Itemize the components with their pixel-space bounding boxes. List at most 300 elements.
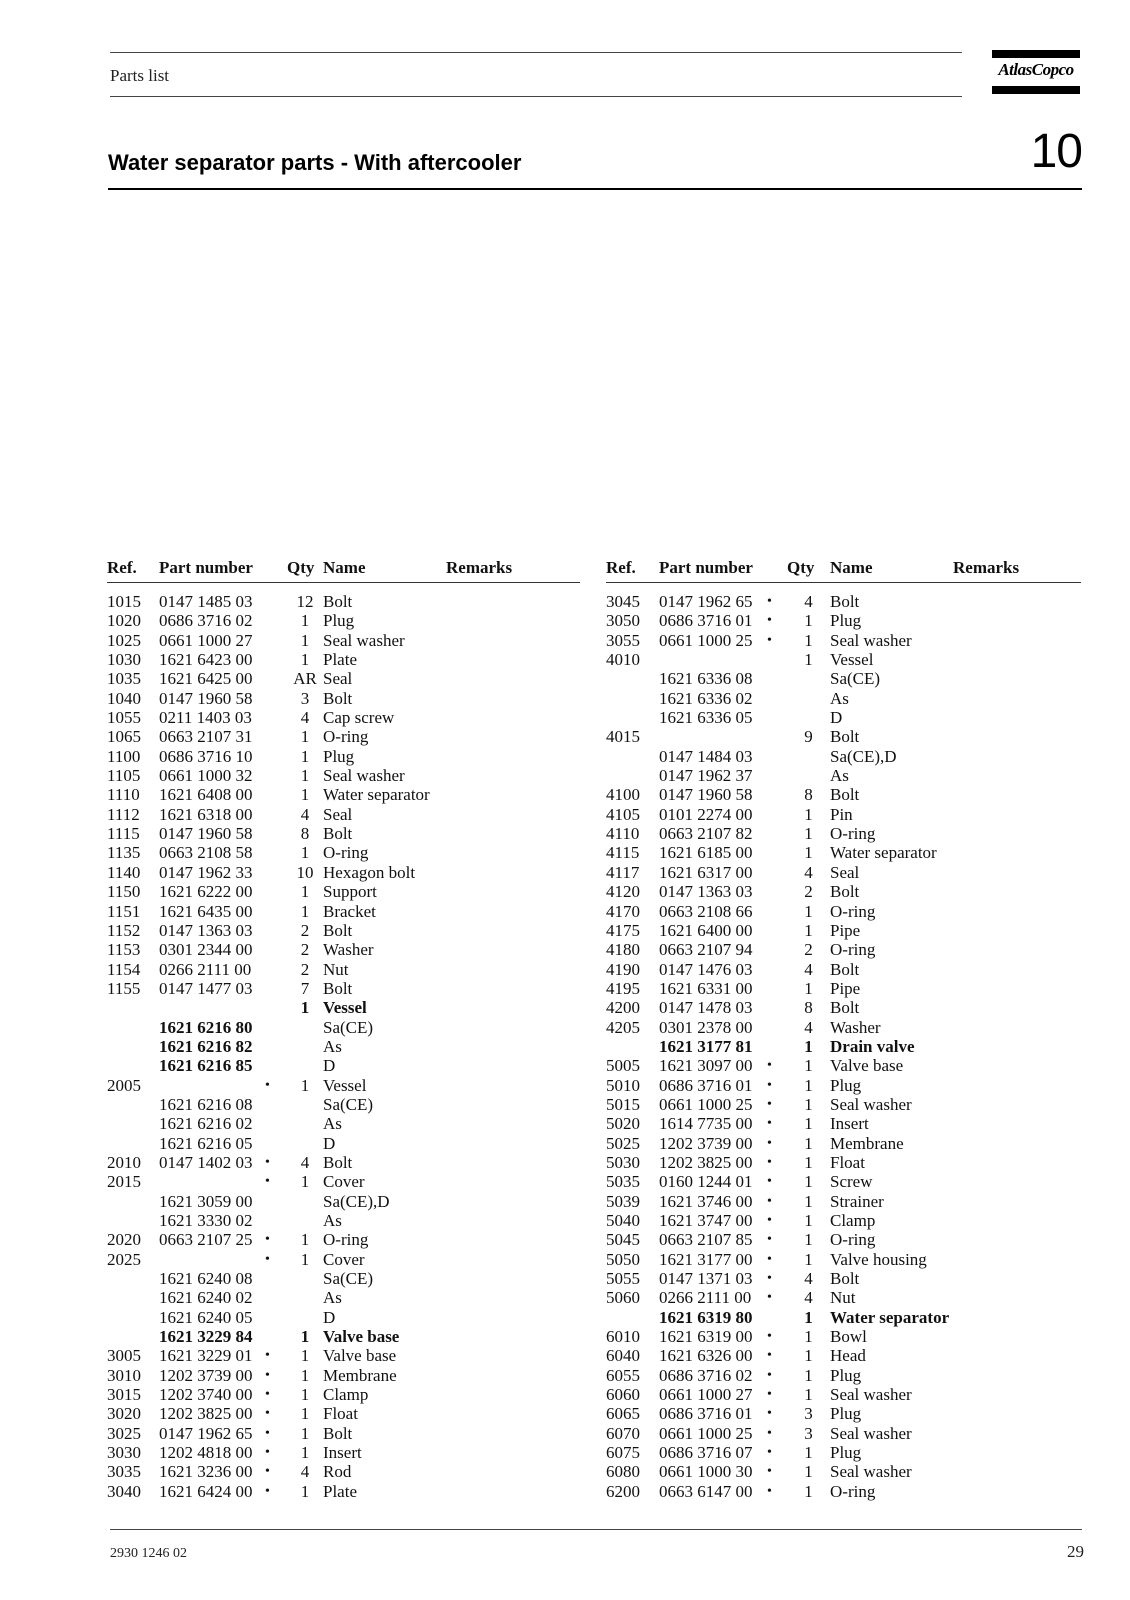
remarks-cell (953, 1153, 1081, 1172)
kit-marker-cell: • (767, 1329, 772, 1345)
kit-marker-cell: • (767, 1425, 772, 1441)
kit-marker-cell: • (767, 1174, 772, 1190)
kit-marker-cell: • (265, 1174, 270, 1190)
ref-cell: 1152 (107, 920, 141, 940)
kit-marker-cell (265, 1269, 287, 1288)
name-cell: Bolt (323, 920, 353, 940)
kit-marker-cell (265, 1327, 287, 1346)
remarks-cell (446, 1134, 580, 1153)
ref-cell: 1154 (107, 959, 141, 979)
table-row (107, 1018, 580, 1037)
table-row (107, 1308, 580, 1327)
table-row (606, 1443, 1081, 1462)
name-cell: Seal washer (830, 1423, 912, 1443)
name-cell: Plug (830, 611, 862, 631)
part-number-cell (159, 1172, 265, 1191)
remarks-cell (953, 824, 1081, 843)
remarks-cell (953, 1404, 1081, 1423)
part-number-cell: 0147 1371 03 (659, 1269, 753, 1289)
ref-cell: 2015 (107, 1172, 141, 1192)
part-number-cell: 1621 6423 00 (159, 650, 253, 670)
remarks-cell (953, 1211, 1081, 1230)
table-row (107, 805, 580, 824)
remarks-cell (446, 650, 580, 669)
qty-cell: 1 (300, 901, 310, 921)
ref-cell: 5035 (606, 1172, 640, 1192)
part-number-cell: 1621 6185 00 (659, 843, 753, 863)
part-number-cell: 1621 6319 00 (659, 1327, 753, 1347)
qty-cell: 4 (804, 1017, 813, 1037)
remarks-cell (953, 1037, 1081, 1056)
ref-cell: 3025 (107, 1423, 141, 1443)
remarks-cell (446, 1114, 580, 1133)
table-row (606, 843, 1081, 862)
part-number-cell: 1614 7735 00 (659, 1114, 753, 1134)
name-cell: Bolt (323, 1423, 353, 1443)
table-row (107, 863, 580, 882)
name-cell: Head (830, 1346, 866, 1366)
kit-marker-cell: • (265, 1387, 270, 1403)
remarks-cell (446, 1462, 580, 1481)
ref-cell: 6075 (606, 1443, 640, 1463)
remarks-cell (446, 689, 580, 708)
ref-cell: 4117 (606, 862, 640, 882)
ref-cell: 6040 (606, 1346, 640, 1366)
remarks-cell (953, 785, 1081, 804)
remarks-cell (446, 747, 580, 766)
part-number-cell: 0266 2111 00 (159, 959, 252, 979)
qty-cell: 1 (300, 1404, 310, 1424)
ref-cell: 6065 (606, 1404, 640, 1424)
qty-cell: 1 (804, 1462, 813, 1482)
table-row (606, 583, 1081, 612)
qty-cell (287, 1269, 323, 1288)
kit-marker-cell (265, 1056, 287, 1075)
ref-cell (107, 1056, 159, 1075)
kit-marker-cell: • (767, 1251, 772, 1267)
kit-marker-cell (767, 940, 787, 959)
ref-cell: 3020 (107, 1404, 141, 1424)
qty-cell: 1 (804, 1327, 813, 1347)
part-number-cell: 0686 3716 01 (659, 1404, 753, 1424)
kit-marker-cell (767, 902, 787, 921)
remarks-cell (446, 583, 580, 612)
table-row (107, 902, 580, 921)
kit-marker-cell: • (767, 1116, 772, 1132)
kit-marker-cell: • (767, 1290, 772, 1306)
atlas-copco-logo (992, 50, 1080, 94)
name-cell: O-ring (323, 727, 369, 747)
table-row (107, 1482, 580, 1501)
ref-cell (107, 1288, 159, 1307)
kit-marker-cell (265, 611, 287, 630)
ref-cell: 2010 (107, 1152, 141, 1172)
col-qty-header: Qty (787, 558, 830, 583)
table-row (606, 1482, 1081, 1501)
remarks-cell (953, 1288, 1081, 1307)
table-row (606, 1346, 1081, 1365)
table-row (107, 785, 580, 804)
remarks-cell (953, 689, 1081, 708)
table-row (107, 940, 580, 959)
part-number-cell: 0686 3716 10 (159, 746, 253, 766)
table-row (107, 611, 580, 630)
remarks-cell (446, 766, 580, 785)
name-cell: Support (323, 882, 377, 902)
remarks-cell (446, 1192, 580, 1211)
part-number-cell: 1621 6240 02 (159, 1288, 253, 1308)
ref-cell: 6200 (606, 1481, 640, 1501)
part-number-cell (159, 1250, 265, 1269)
qty-cell: 4 (804, 959, 813, 979)
kit-marker-cell (767, 747, 787, 766)
name-cell: Float (830, 1152, 865, 1172)
ref-cell: 4010 (606, 650, 640, 670)
part-number-cell: 0686 3716 02 (159, 611, 253, 631)
qty-cell: 1 (300, 746, 310, 766)
kit-marker-cell (767, 979, 787, 998)
part-number-cell: 1621 6216 82 (159, 1036, 253, 1056)
ref-cell: 1105 (107, 766, 141, 786)
qty-cell (287, 1037, 323, 1056)
kit-marker-cell: • (767, 1096, 772, 1112)
table-row (107, 1327, 580, 1346)
qty-cell: 1 (300, 650, 310, 670)
name-cell: Strainer (830, 1191, 884, 1211)
kit-marker-cell (767, 863, 787, 882)
ref-cell: 1155 (107, 978, 141, 998)
remarks-cell (446, 1056, 580, 1075)
name-cell: Pipe (830, 920, 861, 940)
qty-cell: 1 (300, 1443, 310, 1463)
remarks-cell (953, 805, 1081, 824)
name-cell: Membrane (323, 1365, 397, 1385)
ref-cell: 3035 (107, 1462, 141, 1482)
name-cell: Sa(CE) (323, 1017, 374, 1037)
ref-cell (606, 747, 659, 766)
qty-cell: 4 (300, 804, 310, 824)
qty-cell: 3 (804, 1423, 813, 1443)
table-row (107, 1346, 580, 1365)
remarks-cell (446, 902, 580, 921)
qty-cell: 1 (804, 1191, 813, 1211)
name-cell: O-ring (830, 1481, 876, 1501)
qty-cell (287, 1056, 323, 1075)
part-number-cell: 1621 3097 00 (659, 1056, 753, 1076)
table-row (606, 1192, 1081, 1211)
name-cell: Clamp (323, 1385, 369, 1405)
qty-cell: 4 (300, 1152, 310, 1172)
part-number-cell: 0147 1485 03 (159, 592, 253, 611)
table-row (606, 669, 1081, 688)
kit-marker-cell: • (767, 594, 772, 609)
name-cell: O-ring (830, 901, 876, 921)
table-row (107, 1037, 580, 1056)
header-label: Parts list (110, 66, 170, 85)
part-number-cell: 0211 1403 03 (159, 708, 252, 728)
part-number-cell: 0147 1477 03 (159, 978, 253, 998)
kit-marker-cell (265, 902, 287, 921)
qty-cell: 1 (300, 1075, 310, 1095)
remarks-cell (446, 785, 580, 804)
table-row (107, 921, 580, 940)
name-cell: Bolt (830, 727, 860, 747)
ref-cell: 3045 (606, 592, 640, 611)
remarks-cell (446, 824, 580, 843)
kit-marker-cell (265, 1288, 287, 1307)
table-row (606, 1211, 1081, 1230)
kit-marker-cell (265, 669, 287, 688)
logo-text: AtlasCopco (998, 60, 1074, 79)
kit-marker-cell (265, 1134, 287, 1153)
title-rule (108, 188, 1082, 190)
name-cell: Plate (323, 650, 357, 670)
qty-cell: 1 (804, 901, 813, 921)
kit-marker-cell (767, 1037, 787, 1056)
table-row (606, 940, 1081, 959)
qty-cell: 1 (804, 630, 813, 650)
qty-cell: 2 (300, 940, 310, 960)
name-cell: Vessel (323, 1075, 367, 1095)
name-cell: Membrane (830, 1133, 904, 1153)
qty-cell (287, 1192, 323, 1211)
name-cell: Washer (323, 940, 374, 960)
part-number-cell: 1621 6435 00 (159, 901, 253, 921)
table-row (107, 583, 580, 612)
kit-marker-cell: • (265, 1445, 270, 1461)
part-number-cell: 1621 6216 85 (159, 1056, 253, 1076)
ref-cell: 4200 (606, 998, 640, 1018)
ref-cell (107, 1192, 159, 1211)
table-row (606, 708, 1081, 727)
qty-cell (287, 1018, 323, 1037)
qty-cell: 1 (804, 1094, 813, 1114)
part-number-cell: 1621 3229 84 (159, 1327, 253, 1347)
name-cell: Cover (323, 1172, 365, 1192)
part-number-cell: 0147 1363 03 (659, 882, 753, 902)
part-number-cell: 0147 1484 03 (659, 746, 753, 766)
qty-cell: 1 (804, 1075, 813, 1095)
name-cell: Valve base (323, 1346, 397, 1366)
kit-marker-cell (265, 882, 287, 901)
table-row (107, 1288, 580, 1307)
kit-marker-cell: • (265, 1348, 270, 1364)
qty-cell: 10 (296, 862, 314, 882)
ref-cell: 4105 (606, 804, 640, 824)
part-number-cell: 1621 6216 08 (159, 1094, 253, 1114)
ref-cell (107, 1308, 159, 1327)
ref-cell: 1020 (107, 611, 141, 631)
table-row (606, 1366, 1081, 1385)
part-number-cell: 1621 6216 02 (159, 1114, 253, 1134)
name-cell: As (323, 1211, 342, 1230)
kit-marker-cell (265, 583, 287, 612)
page-number: 29 (1067, 1542, 1084, 1561)
name-cell: Seal washer (830, 630, 912, 650)
qty-cell (287, 1095, 323, 1114)
remarks-cell (446, 863, 580, 882)
kit-marker-cell: • (767, 1464, 772, 1480)
part-number-cell: 1621 6240 05 (159, 1307, 253, 1327)
table-row (107, 1424, 580, 1443)
part-number-cell: 1621 3177 81 (659, 1036, 753, 1056)
qty-cell: 8 (804, 785, 813, 805)
name-cell: Vessel (830, 650, 874, 670)
part-number-cell: 1621 3059 00 (159, 1191, 253, 1211)
kit-marker-cell (265, 863, 287, 882)
table-row (606, 1404, 1081, 1423)
qty-cell: 1 (804, 1133, 813, 1153)
table-header-row (606, 558, 1081, 583)
name-cell: Cap screw (323, 708, 395, 728)
qty-cell: 1 (804, 1443, 813, 1463)
qty-cell: 4 (300, 708, 310, 728)
name-cell: Sa(CE) (830, 669, 881, 689)
kit-marker-cell: • (265, 1464, 270, 1480)
remarks-cell (446, 1230, 580, 1249)
remarks-cell (446, 1346, 580, 1365)
header-rule-top (110, 52, 962, 53)
table-row (107, 689, 580, 708)
name-cell: O-ring (830, 1230, 876, 1250)
qty-cell: 1 (804, 1114, 813, 1134)
qty-cell: 1 (300, 882, 310, 902)
qty-cell: 1 (300, 766, 310, 786)
header-rule-bottom (110, 96, 962, 97)
name-cell: Pipe (830, 978, 861, 998)
qty-cell: 1 (300, 630, 310, 650)
remarks-cell (953, 1095, 1081, 1114)
col-part-header: Part number (659, 558, 787, 583)
kit-marker-cell (265, 1018, 287, 1037)
section-title: Water separator parts - With aftercooler (108, 150, 522, 175)
part-number-cell: 0663 6147 00 (659, 1481, 753, 1501)
part-number-cell: 0661 1000 25 (659, 1423, 753, 1443)
ref-cell: 5010 (606, 1075, 640, 1095)
col-remarks-header: Remarks (446, 558, 580, 583)
part-number-cell: 1621 3330 02 (159, 1211, 253, 1230)
table-row (107, 1134, 580, 1153)
part-number-cell: 0663 2108 66 (659, 901, 753, 921)
name-cell: Bracket (323, 901, 376, 921)
kit-marker-cell (265, 1095, 287, 1114)
table-row (107, 1250, 580, 1269)
ref-cell: 4120 (606, 882, 640, 902)
qty-cell: 7 (300, 978, 310, 998)
name-cell: Washer (830, 1017, 881, 1037)
remarks-cell (953, 863, 1081, 882)
table-row (606, 1076, 1081, 1095)
kit-marker-cell (767, 766, 787, 785)
kit-marker-cell (767, 785, 787, 804)
table-row (107, 1366, 580, 1385)
kit-marker-cell (767, 650, 787, 669)
part-number-cell: 1621 6336 02 (659, 688, 753, 708)
kit-marker-cell: • (767, 1387, 772, 1403)
table-row (107, 1153, 580, 1172)
kit-marker-cell (265, 1037, 287, 1056)
col-name-header: Name (830, 558, 953, 583)
part-number-cell: 0147 1478 03 (659, 998, 753, 1018)
kit-marker-cell: • (767, 613, 772, 629)
part-number-cell: 0301 2344 00 (159, 940, 253, 960)
table-row (107, 727, 580, 746)
part-number-cell: 0663 2107 94 (659, 940, 753, 960)
col-name-header: Name (323, 558, 446, 583)
qty-cell (287, 1308, 323, 1327)
table-row (606, 1172, 1081, 1191)
table-row (107, 1211, 580, 1230)
kit-marker-cell (265, 843, 287, 862)
kit-marker-cell: • (767, 1213, 772, 1228)
table-row (107, 998, 580, 1017)
name-cell: Seal washer (830, 1385, 912, 1405)
qty-cell: 1 (300, 1365, 310, 1385)
kit-marker-cell (767, 805, 787, 824)
name-cell: Seal (323, 804, 353, 824)
part-number-cell: 1621 3746 00 (659, 1191, 753, 1211)
table-row (606, 1327, 1081, 1346)
remarks-cell (446, 1327, 580, 1346)
table-row (606, 960, 1081, 979)
part-number-cell: 0686 3716 02 (659, 1365, 753, 1385)
remarks-cell (446, 727, 580, 746)
kit-marker-cell (265, 650, 287, 669)
name-cell: O-ring (830, 940, 876, 960)
ref-cell (606, 1037, 659, 1056)
part-number-cell: 1621 6336 05 (659, 708, 753, 728)
qty-cell: 1 (300, 727, 310, 747)
remarks-cell (953, 1230, 1081, 1249)
ref-cell (107, 1037, 159, 1056)
kit-marker-cell: • (767, 1193, 772, 1209)
remarks-cell (953, 611, 1081, 630)
qty-cell: 3 (804, 1404, 813, 1424)
table-row (606, 747, 1081, 766)
remarks-cell (953, 631, 1081, 650)
parts-table-left (107, 558, 580, 1501)
name-cell: Screw (830, 1172, 873, 1192)
qty-cell: 1 (300, 843, 310, 863)
ref-cell (107, 998, 159, 1017)
ref-cell: 6070 (606, 1423, 640, 1443)
table-row (606, 1056, 1081, 1075)
part-number-cell: 1621 6319 80 (659, 1307, 753, 1327)
qty-cell: 1 (804, 1385, 813, 1405)
qty-cell (287, 1211, 323, 1230)
name-cell: Bolt (830, 592, 860, 611)
remarks-cell (446, 1269, 580, 1288)
ref-cell: 1065 (107, 727, 141, 747)
qty-cell: 1 (804, 650, 813, 670)
qty-cell: 4 (804, 592, 813, 611)
table-row (606, 785, 1081, 804)
logo-bar-bottom (992, 86, 1080, 94)
kit-marker-cell: • (767, 1154, 772, 1170)
name-cell: Bolt (323, 688, 353, 708)
qty-cell: 2 (804, 940, 813, 960)
name-cell: Rod (323, 1462, 352, 1482)
kit-marker-cell: • (265, 1367, 270, 1383)
table-row (107, 1095, 580, 1114)
name-cell: Cover (323, 1249, 365, 1269)
kit-marker-cell (767, 727, 787, 746)
ref-cell (107, 1018, 159, 1037)
ref-cell: 5055 (606, 1269, 640, 1289)
kit-marker-cell: • (767, 1077, 772, 1093)
remarks-cell (446, 1076, 580, 1095)
qty-cell: 2 (804, 882, 813, 902)
